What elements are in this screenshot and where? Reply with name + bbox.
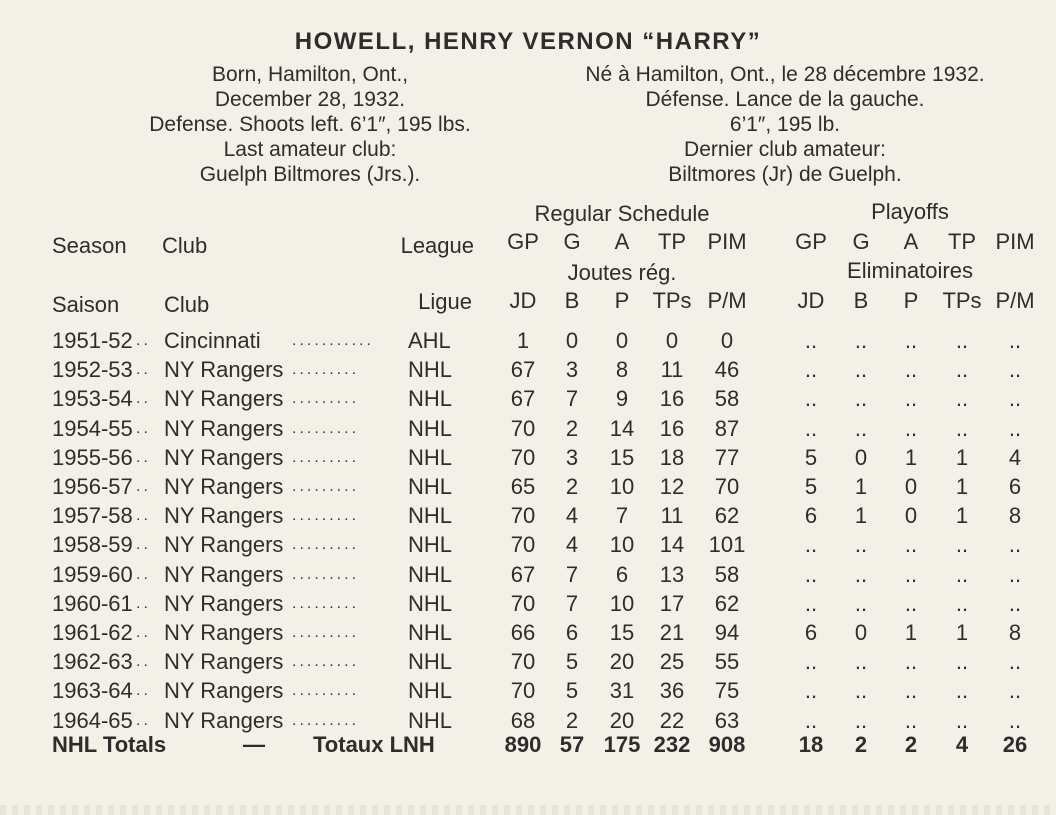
- row-stat-regular: 2: [565, 415, 579, 441]
- row-stat-playoff: 0: [854, 444, 868, 470]
- row-club: NY Rangers: [164, 357, 284, 383]
- row-stat-playoff: 1: [955, 620, 969, 645]
- row-stat-playoff: ..: [904, 707, 918, 733]
- row-stat-playoff: ..: [904, 561, 918, 587]
- row-stat-regular: 10: [609, 474, 635, 499]
- totals-label-en: NHL Totals: [52, 732, 167, 757]
- row-stat-playoff: ..: [854, 649, 868, 675]
- club-header-fr: Club: [164, 292, 210, 317]
- stat-header-fr: B: [564, 288, 580, 313]
- totals-stat-regular: 57: [559, 732, 585, 757]
- row-season: 1960-61: [52, 590, 133, 616]
- row-season: 1963-64: [52, 678, 133, 704]
- bio-en-line: December 28, 1932.: [214, 88, 406, 111]
- stat-header-fr: P/M: [995, 288, 1035, 313]
- row-stat-regular: 7: [565, 590, 579, 616]
- row-stat-regular: 7: [565, 561, 579, 587]
- season-header: Season: [52, 233, 127, 258]
- row-leader-dots: .........: [292, 448, 360, 466]
- row-club: NY Rangers: [164, 707, 284, 733]
- bio-en-line: Last amateur club:: [223, 138, 397, 161]
- row-stat-playoff: ..: [854, 386, 868, 412]
- row-stat-playoff: ..: [955, 649, 969, 675]
- bio-fr-line: Né à Hamilton, Ont., le 28 décembre 1932.: [585, 63, 985, 86]
- row-stat-playoff: ..: [955, 415, 969, 441]
- row-stat-regular: 15: [609, 444, 635, 470]
- row-stat-playoff: ..: [1008, 328, 1022, 353]
- row-separator-dots: ..: [136, 565, 151, 583]
- row-separator-dots: ..: [136, 390, 151, 408]
- row-stat-playoff: 1: [854, 503, 868, 529]
- row-stat-playoff: ..: [854, 415, 868, 441]
- row-stat-regular: 101: [708, 532, 746, 558]
- row-leader-dots: .........: [292, 390, 360, 408]
- row-stat-regular: 2: [565, 707, 579, 733]
- row-stat-regular: 67: [510, 561, 536, 587]
- row-stat-playoff: ..: [955, 532, 969, 558]
- row-stat-playoff: ..: [1008, 357, 1022, 383]
- bio-fr-line: Défense. Lance de la gauche.: [645, 88, 925, 111]
- row-separator-dots: ..: [136, 332, 151, 349]
- row-stat-regular: 5: [565, 649, 579, 675]
- row-leader-dots: .........: [292, 478, 360, 495]
- row-stat-regular: 18: [659, 444, 685, 470]
- stat-header-en: PIM: [707, 229, 747, 254]
- row-stat-regular: 0: [720, 328, 734, 353]
- row-separator-dots: ..: [136, 594, 151, 612]
- row-club: NY Rangers: [164, 620, 284, 645]
- row-stat-regular: 20: [609, 649, 635, 675]
- totals-stat-regular: 232: [653, 732, 691, 757]
- row-stat-playoff: ..: [804, 328, 818, 353]
- row-league: NHL: [408, 444, 453, 470]
- totals-stat-playoff: 2: [854, 732, 868, 757]
- row-stat-regular: 65: [510, 474, 536, 499]
- row-stat-playoff: ..: [804, 649, 818, 675]
- row-stat-regular: 3: [565, 444, 579, 470]
- row-stat-playoff: ..: [854, 328, 868, 353]
- stat-header-en: G: [563, 229, 581, 254]
- row-league: NHL: [408, 474, 453, 499]
- row-stat-regular: 13: [659, 561, 685, 587]
- row-season: 1957-58: [52, 503, 133, 529]
- row-separator-dots: ..: [136, 682, 151, 700]
- row-stat-playoff: ..: [804, 415, 818, 441]
- player-name: HOWELL, HENRY VERNON “HARRY”: [294, 28, 762, 55]
- row-stat-playoff: ..: [955, 590, 969, 616]
- row-stat-playoff: ..: [955, 707, 969, 733]
- row-stat-playoff: ..: [854, 561, 868, 587]
- row-stat-regular: 70: [510, 532, 536, 558]
- row-stat-regular: 5: [565, 678, 579, 704]
- row-stat-playoff: ..: [804, 678, 818, 704]
- row-season: 1952-53: [52, 357, 133, 383]
- row-stat-regular: 46: [714, 357, 740, 383]
- row-stat-playoff: 4: [1008, 444, 1022, 470]
- stat-header-en: TP: [657, 229, 687, 254]
- row-stat-regular: 77: [714, 444, 740, 470]
- row-stat-regular: 7: [615, 503, 629, 529]
- row-stat-playoff: ..: [1008, 415, 1022, 441]
- row-league: NHL: [408, 707, 453, 733]
- row-stat-regular: 12: [659, 474, 685, 499]
- row-separator-dots: ..: [136, 624, 151, 641]
- row-leader-dots: ...........: [292, 332, 374, 349]
- row-stat-playoff: ..: [1008, 649, 1022, 675]
- row-stat-playoff: ..: [904, 678, 918, 704]
- row-stat-playoff: ..: [1008, 561, 1022, 587]
- row-stat-regular: 20: [609, 707, 635, 733]
- row-league: NHL: [408, 649, 453, 675]
- row-stat-playoff: ..: [854, 357, 868, 383]
- row-leader-dots: .........: [292, 507, 360, 525]
- bio-fr-line: Dernier club amateur:: [684, 138, 886, 161]
- row-stat-playoff: ..: [804, 590, 818, 616]
- row-stat-regular: 66: [510, 620, 536, 645]
- row-stat-regular: 75: [714, 678, 740, 704]
- row-stat-regular: 3: [565, 357, 579, 383]
- row-stat-playoff: ..: [904, 357, 918, 383]
- row-stat-playoff: ..: [904, 386, 918, 412]
- totals-label-fr: Totaux LNH: [313, 732, 435, 757]
- row-stat-playoff: ..: [904, 590, 918, 616]
- row-club: NY Rangers: [164, 474, 284, 499]
- bio-en-line: Born, Hamilton, Ont.,: [211, 63, 409, 86]
- row-stat-regular: 67: [510, 357, 536, 383]
- row-season: 1956-57: [52, 474, 133, 499]
- row-separator-dots: ..: [136, 478, 151, 495]
- row-league: NHL: [408, 503, 453, 529]
- row-stat-playoff: ..: [1008, 532, 1022, 558]
- row-stat-regular: 14: [609, 415, 635, 441]
- row-leader-dots: .........: [292, 565, 360, 583]
- row-separator-dots: ..: [136, 653, 151, 671]
- stat-header-en: G: [852, 229, 870, 254]
- row-stat-playoff: 1: [904, 620, 918, 645]
- row-separator-dots: ..: [136, 507, 151, 525]
- row-stat-playoff: ..: [955, 357, 969, 383]
- totals-stat-playoff: 2: [904, 732, 918, 757]
- stat-header-en: A: [903, 229, 919, 254]
- row-stat-playoff: ..: [1008, 707, 1022, 733]
- row-league: NHL: [408, 678, 453, 704]
- row-stat-regular: 11: [660, 503, 684, 529]
- row-season: 1959-60: [52, 561, 133, 587]
- stat-header-en: TP: [947, 229, 977, 254]
- row-club: NY Rangers: [164, 678, 284, 704]
- bio-fr-line: Biltmores (Jr) de Guelph.: [668, 163, 902, 186]
- stat-header-en: A: [614, 229, 630, 254]
- row-stat-regular: 0: [615, 328, 629, 353]
- row-stat-regular: 1: [516, 328, 530, 353]
- row-club: NY Rangers: [164, 532, 284, 558]
- stat-header-en: GP: [507, 229, 539, 254]
- row-league: NHL: [408, 357, 453, 383]
- row-league: NHL: [408, 386, 453, 412]
- row-stat-regular: 7: [565, 386, 579, 412]
- row-stat-playoff: 6: [1008, 474, 1022, 499]
- row-stat-regular: 58: [714, 561, 740, 587]
- row-season: 1951-52: [52, 328, 133, 353]
- row-separator-dots: ..: [136, 711, 151, 729]
- playoffs-header: Playoffs: [871, 199, 949, 224]
- row-league: NHL: [408, 590, 453, 616]
- row-stat-regular: 68: [510, 707, 536, 733]
- club-header: Club: [162, 233, 208, 258]
- row-stat-playoff: 0: [904, 474, 918, 499]
- stat-header-en: PIM: [995, 229, 1035, 254]
- row-stat-playoff: ..: [955, 328, 969, 353]
- row-stat-playoff: ..: [1008, 590, 1022, 616]
- row-club: NY Rangers: [164, 649, 284, 675]
- row-stat-playoff: ..: [854, 590, 868, 616]
- row-stat-regular: 9: [615, 386, 629, 412]
- row-stat-playoff: ..: [955, 561, 969, 587]
- row-stat-regular: 6: [565, 620, 579, 645]
- row-stat-playoff: ..: [904, 532, 918, 558]
- stat-header-fr: P/M: [707, 288, 747, 313]
- row-stat-regular: 10: [609, 532, 635, 558]
- row-stat-regular: 21: [659, 620, 685, 645]
- row-stat-regular: 70: [510, 590, 536, 616]
- row-stat-regular: 4: [565, 503, 579, 529]
- row-stat-regular: 70: [510, 649, 536, 675]
- row-season: 1955-56: [52, 444, 133, 470]
- row-stat-regular: 62: [714, 503, 740, 529]
- row-league: NHL: [408, 620, 453, 645]
- row-stat-regular: 2: [565, 474, 579, 499]
- row-leader-dots: .........: [292, 594, 360, 612]
- row-stat-playoff: ..: [904, 328, 918, 353]
- row-stat-regular: 70: [510, 678, 536, 704]
- row-stat-regular: 36: [659, 678, 685, 704]
- stat-header-fr: JD: [509, 288, 537, 313]
- row-stat-regular: 25: [659, 649, 685, 675]
- bio-english: [100, 62, 520, 187]
- row-club: NY Rangers: [164, 503, 284, 529]
- league-header: League: [400, 233, 474, 258]
- totals-stat-playoff: 18: [798, 732, 824, 757]
- stat-header-fr: JD: [797, 288, 825, 313]
- row-season: 1961-62: [52, 620, 133, 645]
- row-stat-playoff: ..: [804, 707, 818, 733]
- row-leader-dots: .........: [292, 682, 360, 700]
- row-separator-dots: ..: [136, 419, 151, 437]
- row-stat-regular: 15: [609, 620, 635, 645]
- row-stat-playoff: 6: [804, 620, 818, 645]
- row-stat-playoff: ..: [804, 357, 818, 383]
- totals-stat-playoff: 26: [1002, 732, 1028, 757]
- row-stat-regular: 16: [659, 415, 685, 441]
- row-season: 1953-54: [52, 386, 133, 412]
- row-club: Cincinnati: [164, 328, 261, 353]
- row-club: NY Rangers: [164, 415, 284, 441]
- row-club: NY Rangers: [164, 590, 284, 616]
- row-stat-regular: 87: [714, 415, 740, 441]
- playoffs-header-fr: Eliminatoires: [847, 258, 973, 283]
- row-stat-playoff: ..: [854, 707, 868, 733]
- perforated-edge: [0, 805, 1056, 815]
- row-stat-playoff: ..: [955, 678, 969, 704]
- row-season: 1958-59: [52, 532, 133, 558]
- row-leader-dots: .........: [292, 711, 360, 729]
- row-stat-regular: 70: [714, 474, 740, 499]
- stat-header-fr: TPs: [942, 288, 982, 313]
- row-stat-playoff: ..: [804, 561, 818, 587]
- row-stat-regular: 31: [609, 678, 635, 704]
- row-stat-regular: 16: [659, 386, 685, 412]
- row-leader-dots: .........: [292, 536, 360, 554]
- row-stat-regular: 62: [714, 590, 740, 616]
- row-stat-playoff: ..: [854, 678, 868, 704]
- row-stat-playoff: 1: [854, 474, 868, 499]
- row-separator-dots: ..: [136, 448, 151, 466]
- row-leader-dots: .........: [292, 419, 360, 437]
- totals-stat-playoff: 4: [955, 732, 969, 757]
- totals-stat-regular: 175: [603, 732, 641, 757]
- row-stat-playoff: 5: [804, 474, 818, 499]
- row-separator-dots: ..: [136, 361, 151, 379]
- regular-schedule-header-fr: Joutes rég.: [567, 260, 677, 285]
- row-club: NY Rangers: [164, 561, 284, 587]
- row-stat-regular: 63: [714, 707, 740, 733]
- row-stat-regular: 0: [565, 328, 579, 353]
- row-stat-regular: 4: [565, 532, 579, 558]
- row-stat-playoff: 8: [1008, 620, 1022, 645]
- league-header-fr: Ligue: [418, 289, 472, 314]
- row-leader-dots: .........: [292, 653, 360, 671]
- row-stat-regular: 70: [510, 444, 536, 470]
- bio-french: [545, 62, 1025, 187]
- stat-header-fr: P: [614, 288, 630, 313]
- row-stat-regular: 22: [659, 707, 685, 733]
- row-stat-regular: 11: [660, 357, 684, 383]
- row-stat-playoff: 1: [955, 444, 969, 470]
- totals-stat-regular: 908: [708, 732, 746, 757]
- row-club: NY Rangers: [164, 386, 284, 412]
- stat-header-fr: B: [853, 288, 869, 313]
- row-season: 1962-63: [52, 649, 133, 675]
- row-stat-playoff: 1: [955, 474, 969, 499]
- row-stat-regular: 6: [615, 561, 629, 587]
- row-stat-playoff: 6: [804, 503, 818, 529]
- row-season: 1964-65: [52, 707, 133, 733]
- regular-schedule-header: Regular Schedule: [534, 201, 710, 226]
- row-stat-regular: 55: [714, 649, 740, 675]
- row-stat-playoff: ..: [854, 532, 868, 558]
- row-season: 1954-55: [52, 415, 133, 441]
- row-stat-regular: 10: [609, 590, 635, 616]
- stat-header-fr: P: [903, 288, 919, 313]
- row-stat-playoff: ..: [955, 386, 969, 412]
- row-stat-playoff: 0: [904, 503, 918, 529]
- row-stat-playoff: ..: [804, 386, 818, 412]
- row-stat-playoff: ..: [904, 415, 918, 441]
- row-stat-regular: 94: [714, 620, 740, 645]
- row-stat-regular: 70: [510, 503, 536, 529]
- row-stat-regular: 8: [615, 357, 629, 383]
- row-separator-dots: ..: [136, 536, 151, 554]
- row-league: NHL: [408, 532, 453, 558]
- row-stat-playoff: ..: [904, 649, 918, 675]
- row-stat-regular: 0: [665, 328, 679, 353]
- row-stat-regular: 70: [510, 415, 536, 441]
- row-stat-playoff: ..: [1008, 678, 1022, 704]
- row-leader-dots: .........: [292, 361, 360, 379]
- season-header-fr: Saison: [52, 292, 120, 317]
- row-stat-regular: 17: [659, 590, 685, 616]
- row-league: NHL: [408, 415, 453, 441]
- bio-en-line: Defense. Shoots left. 6’1″, 195 lbs.: [149, 113, 471, 136]
- stat-header-fr: TPs: [652, 288, 692, 313]
- row-league: NHL: [408, 561, 453, 587]
- row-stat-playoff: 1: [955, 503, 969, 529]
- stat-header-en: GP: [795, 229, 827, 254]
- row-stat-playoff: 5: [804, 444, 818, 470]
- row-stat-playoff: 8: [1008, 503, 1022, 529]
- row-stat-regular: 14: [659, 532, 685, 558]
- bio-fr-line: 6’1″, 195 lb.: [729, 113, 841, 136]
- row-stat-regular: 58: [714, 386, 740, 412]
- bio-en-line: Guelph Biltmores (Jrs.).: [199, 163, 421, 186]
- row-stat-regular: 67: [510, 386, 536, 412]
- row-stat-playoff: ..: [1008, 386, 1022, 412]
- totals-dash: —: [243, 732, 265, 757]
- row-stat-playoff: ..: [804, 532, 818, 558]
- totals-stat-regular: 890: [504, 732, 542, 757]
- row-stat-playoff: 1: [904, 444, 918, 470]
- row-leader-dots: .........: [292, 624, 360, 641]
- row-stat-playoff: 0: [854, 620, 868, 645]
- row-club: NY Rangers: [164, 444, 284, 470]
- row-league: AHL: [408, 328, 451, 353]
